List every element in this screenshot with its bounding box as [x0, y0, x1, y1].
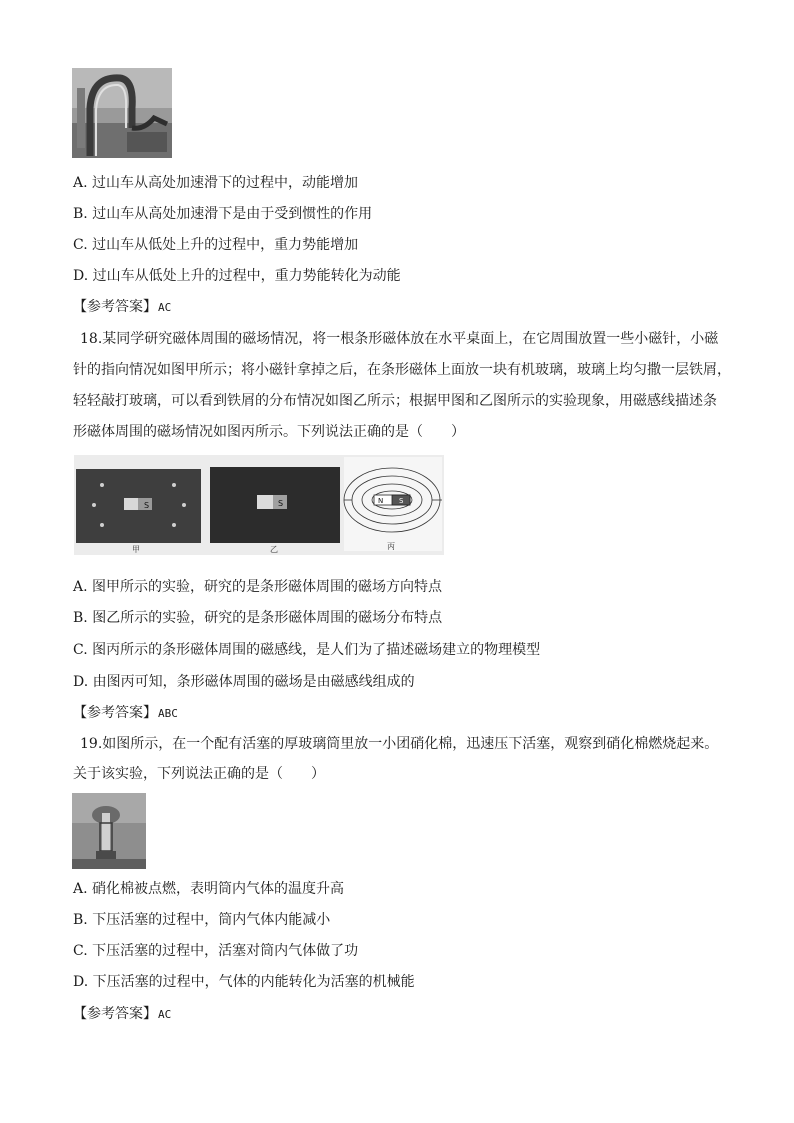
q18-answer: [73, 703, 178, 724]
answer-value: ABC: [158, 707, 178, 720]
figure-jia-panel: [76, 469, 201, 554]
answer-value: AC: [158, 1008, 172, 1021]
q17-option-b: B. 过山车从高处加速滑下是由于受到惯性的作用: [73, 206, 373, 222]
answer-value: AC: [158, 301, 172, 314]
q19-answer: [73, 1004, 171, 1025]
q19-option-d: D. 下压活塞的过程中，气体的内能转化为活塞的机械能: [73, 974, 415, 990]
q18-option-c: C. 图丙所示的条形磁体周围的磁感线，是人们为了描述磁场建立的物理模型: [73, 642, 541, 658]
answer-label: 【参考答案】: [73, 1006, 157, 1022]
q18-option-d: D. 由图丙可知，条形磁体周围的磁场是由磁感线组成的: [73, 674, 415, 690]
q18-stem-line-1: 18.某同学研究磁体周围的磁场情况，将一根条形磁体放在水平桌面上，在它周围放置一些小磁针，小磁: [80, 331, 719, 347]
piston-cylinder-photo: [72, 793, 146, 869]
q18-stem-line-2: 针的指向情况如图甲所示；将小磁针拿掉之后，在条形磁体上面放一块有机玻璃，玻璃上均匀撒一层铁屑，: [73, 362, 731, 378]
figure-label-bing: 丙: [387, 542, 395, 551]
magnet-label-s: S: [144, 501, 150, 510]
answer-label: 【参考答案】: [73, 299, 157, 315]
q18-option-b: B. 图乙所示的实验，研究的是条形磁体周围的磁场分布特点: [73, 610, 443, 626]
q19-option-a: A. 硝化棉被点燃，表明筒内气体的温度升高: [73, 881, 345, 897]
figure-label-jia: 甲: [132, 545, 140, 554]
q17-option-c: C. 过山车从低处上升的过程中，重力势能增加: [73, 237, 359, 253]
q18-stem-line-3: 轻轻敲打玻璃，可以看到铁屑的分布情况如图乙所示；根据甲图和乙图所示的实验现象，用磁感线描述条: [73, 393, 717, 409]
figure-yi-panel: [210, 467, 340, 554]
q19-stem-line-1: 19.如图所示，在一个配有活塞的厚玻璃筒里放一小团硝化棉，迅速压下活塞，观察到硝化棉燃烧起来。: [80, 736, 719, 752]
q17-option-d: D. 过山车从低处上升的过程中，重力势能转化为动能: [73, 268, 401, 284]
q17-option-a: A. 过山车从高处加速滑下的过程中，动能增加: [73, 175, 359, 191]
figure-label-yi: 乙: [270, 545, 278, 554]
roller-coaster-photo: [72, 68, 172, 158]
q17-answer: [73, 297, 171, 318]
q19-option-c: C. 下压活塞的过程中，活塞对筒内气体做了功: [73, 943, 359, 959]
magnet-label-s: S: [278, 499, 284, 508]
q18-option-a: A. 图甲所示的实验，研究的是条形磁体周围的磁场方向特点: [73, 579, 443, 595]
q19-stem-line-2: 关于该实验，下列说法正确的是（ ）: [73, 766, 325, 782]
magnet-figure: [74, 455, 444, 555]
q19-option-b: B. 下压活塞的过程中，筒内气体内能减小: [73, 912, 331, 928]
magnet-label-s: S: [399, 497, 404, 505]
answer-label: 【参考答案】: [73, 705, 157, 721]
q18-stem-line-4: 形磁体周围的磁场情况如图丙所示。下列说法正确的是（ ）: [73, 424, 465, 440]
figure-bing-panel: [344, 457, 442, 551]
magnet-label-n: N: [378, 497, 384, 505]
